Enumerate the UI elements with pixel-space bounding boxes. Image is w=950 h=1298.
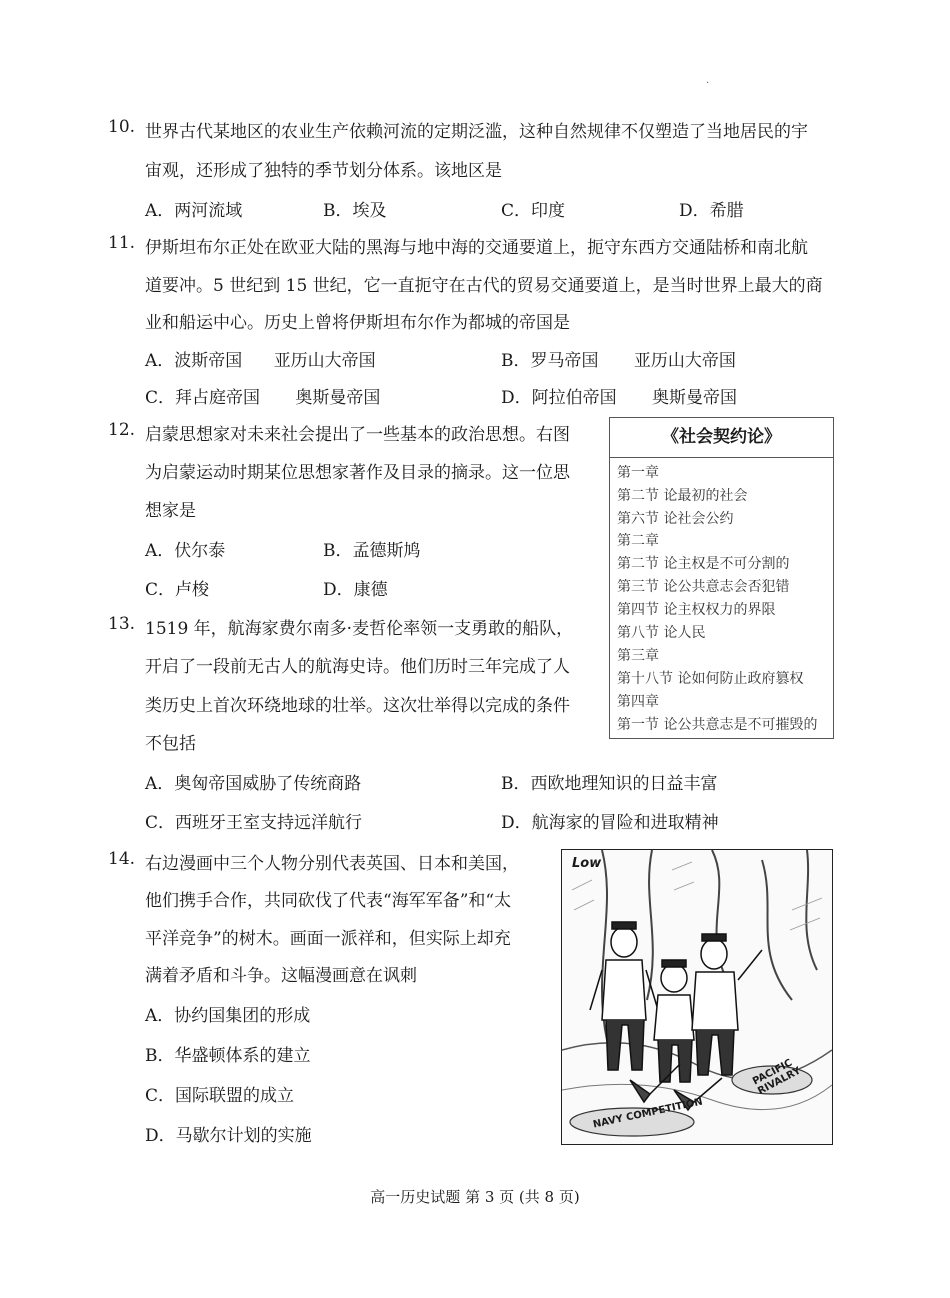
question-text: 不包括 bbox=[145, 734, 196, 754]
option-extra: 亚历山大帝国 bbox=[273, 351, 376, 371]
page-mark: · bbox=[706, 78, 710, 89]
question-number: 13. bbox=[108, 614, 136, 634]
option-a[interactable]: A．奥匈帝国威胁了传统商路 bbox=[145, 774, 362, 794]
question-text: 1519 年，航海家费尔南多·麦哲伦率领一支勇敢的船队， bbox=[145, 619, 574, 639]
question-text: 世界古代某地区的农业生产依赖河流的定期泛滥，这种自然规律不仅塑造了当地居民的宇 bbox=[145, 122, 808, 142]
book-line: 第六节 论社会公约 bbox=[617, 511, 734, 527]
option-d[interactable]: D．希腊 bbox=[679, 201, 744, 221]
book-line: 第八节 论人民 bbox=[617, 625, 706, 641]
option-c[interactable]: C．国际联盟的成立 bbox=[145, 1086, 295, 1106]
option-a[interactable] bbox=[145, 346, 376, 371]
question-text: 宙观，还形成了独特的季节划分体系。该地区是 bbox=[145, 161, 502, 181]
option-b[interactable]: B．华盛顿体系的建立 bbox=[145, 1046, 311, 1066]
question-text: 平洋竞争”的树木。画面一派祥和，但实际上却充 bbox=[145, 929, 511, 949]
book-line: 第二节 论最初的社会 bbox=[617, 488, 748, 504]
question-text: 右边漫画中三个人物分别代表英国、日本和美国， bbox=[145, 854, 519, 874]
book-line: 第一章 bbox=[617, 465, 659, 481]
option-c[interactable]: C．印度 bbox=[501, 201, 566, 221]
option-b[interactable]: B．埃及 bbox=[323, 201, 387, 221]
option-a[interactable]: A．两河流域 bbox=[145, 201, 243, 221]
option-b[interactable]: B．西欧地理知识的日益丰富 bbox=[501, 774, 718, 794]
question-text: 类历史上首次环绕地球的壮举。这次壮举得以完成的条件 bbox=[145, 696, 570, 716]
option-label: D．阿拉伯帝国 bbox=[501, 388, 617, 408]
question-number: 14. bbox=[108, 849, 136, 869]
book-line: 第三章 bbox=[617, 648, 659, 664]
option-a[interactable]: A．伏尔泰 bbox=[145, 541, 226, 561]
question-text: 他们携手合作，共同砍伐了代表“海军军备”和“太 bbox=[145, 891, 512, 911]
option-label: C．拜占庭帝国 bbox=[145, 388, 261, 408]
book-line: 第一节 论公共意志是不可摧毁的 bbox=[617, 717, 818, 733]
question-text: 想家是 bbox=[145, 501, 196, 521]
book-excerpt bbox=[609, 417, 834, 739]
book-line: 第四章 bbox=[617, 694, 659, 710]
option-d[interactable]: D．马歇尔计划的实施 bbox=[145, 1126, 312, 1146]
question-number: 11. bbox=[108, 233, 136, 253]
option-d[interactable] bbox=[501, 383, 737, 408]
figure-japan bbox=[654, 960, 694, 1082]
question-text: 道要冲。5 世纪到 15 世纪，它一直扼守在古代的贸易交通要道上，是当时世界上最大的商 bbox=[145, 276, 823, 296]
stump-label-pacific: PACIFIC RIVALRY bbox=[750, 1057, 803, 1098]
stump-label-navy: NAVY COMPETITION bbox=[592, 1096, 704, 1131]
option-extra: 奥斯曼帝国 bbox=[652, 388, 738, 408]
question-number: 12. bbox=[108, 420, 136, 440]
question-text: 伊斯坦布尔正处在欧亚大陆的黑海与地中海的交通要道上，扼守东西方交通陆桥和南北航 bbox=[145, 238, 808, 258]
option-d[interactable]: D．航海家的冒险和进取精神 bbox=[501, 813, 719, 833]
option-b[interactable] bbox=[501, 346, 736, 371]
book-line: 第二章 bbox=[617, 533, 659, 549]
question-number: 10. bbox=[108, 117, 136, 137]
question-text: 满着矛盾和斗争。这幅漫画意在讽刺 bbox=[145, 966, 417, 986]
option-a[interactable]: A．协约国集团的形成 bbox=[145, 1006, 311, 1026]
option-label: B．罗马帝国 bbox=[501, 351, 599, 371]
book-line: 第二节 论主权是不可分割的 bbox=[617, 556, 790, 572]
option-label: A．波斯帝国 bbox=[145, 351, 243, 371]
political-cartoon bbox=[561, 849, 833, 1145]
question-text: 为启蒙运动时期某位思想家著作及目录的摘录。这一位思 bbox=[145, 463, 570, 483]
book-line: 第十八节 论如何防止政府篡权 bbox=[617, 671, 804, 687]
option-d[interactable]: D．康德 bbox=[323, 580, 388, 600]
question-text: 启蒙思想家对未来社会提出了一些基本的政治思想。右图 bbox=[145, 425, 570, 445]
option-c[interactable] bbox=[145, 383, 380, 408]
question-text: 开启了一段前无古人的航海史诗。他们历时三年完成了人 bbox=[145, 657, 570, 677]
option-c[interactable]: C．西班牙王室支持远洋航行 bbox=[145, 813, 363, 833]
option-c[interactable]: C．卢梭 bbox=[145, 580, 210, 600]
option-b[interactable]: B．孟德斯鸠 bbox=[323, 541, 421, 561]
book-line: 第四节 论主权权力的界限 bbox=[617, 602, 776, 618]
question-text: 业和船运中心。历史上曾将伊斯坦布尔作为都城的帝国是 bbox=[145, 313, 570, 333]
book-line: 第三节 论公共意志会否犯错 bbox=[617, 579, 790, 595]
page-footer: 高一历史试题 第 3 页 (共 8 页) bbox=[370, 1188, 580, 1206]
book-title: 《社会契约论》 bbox=[610, 418, 833, 458]
option-extra: 亚历山大帝国 bbox=[633, 351, 736, 371]
option-extra: 奥斯曼帝国 bbox=[295, 388, 381, 408]
figure-usa bbox=[692, 934, 762, 1075]
cartoonist-signature: Low bbox=[572, 856, 602, 871]
